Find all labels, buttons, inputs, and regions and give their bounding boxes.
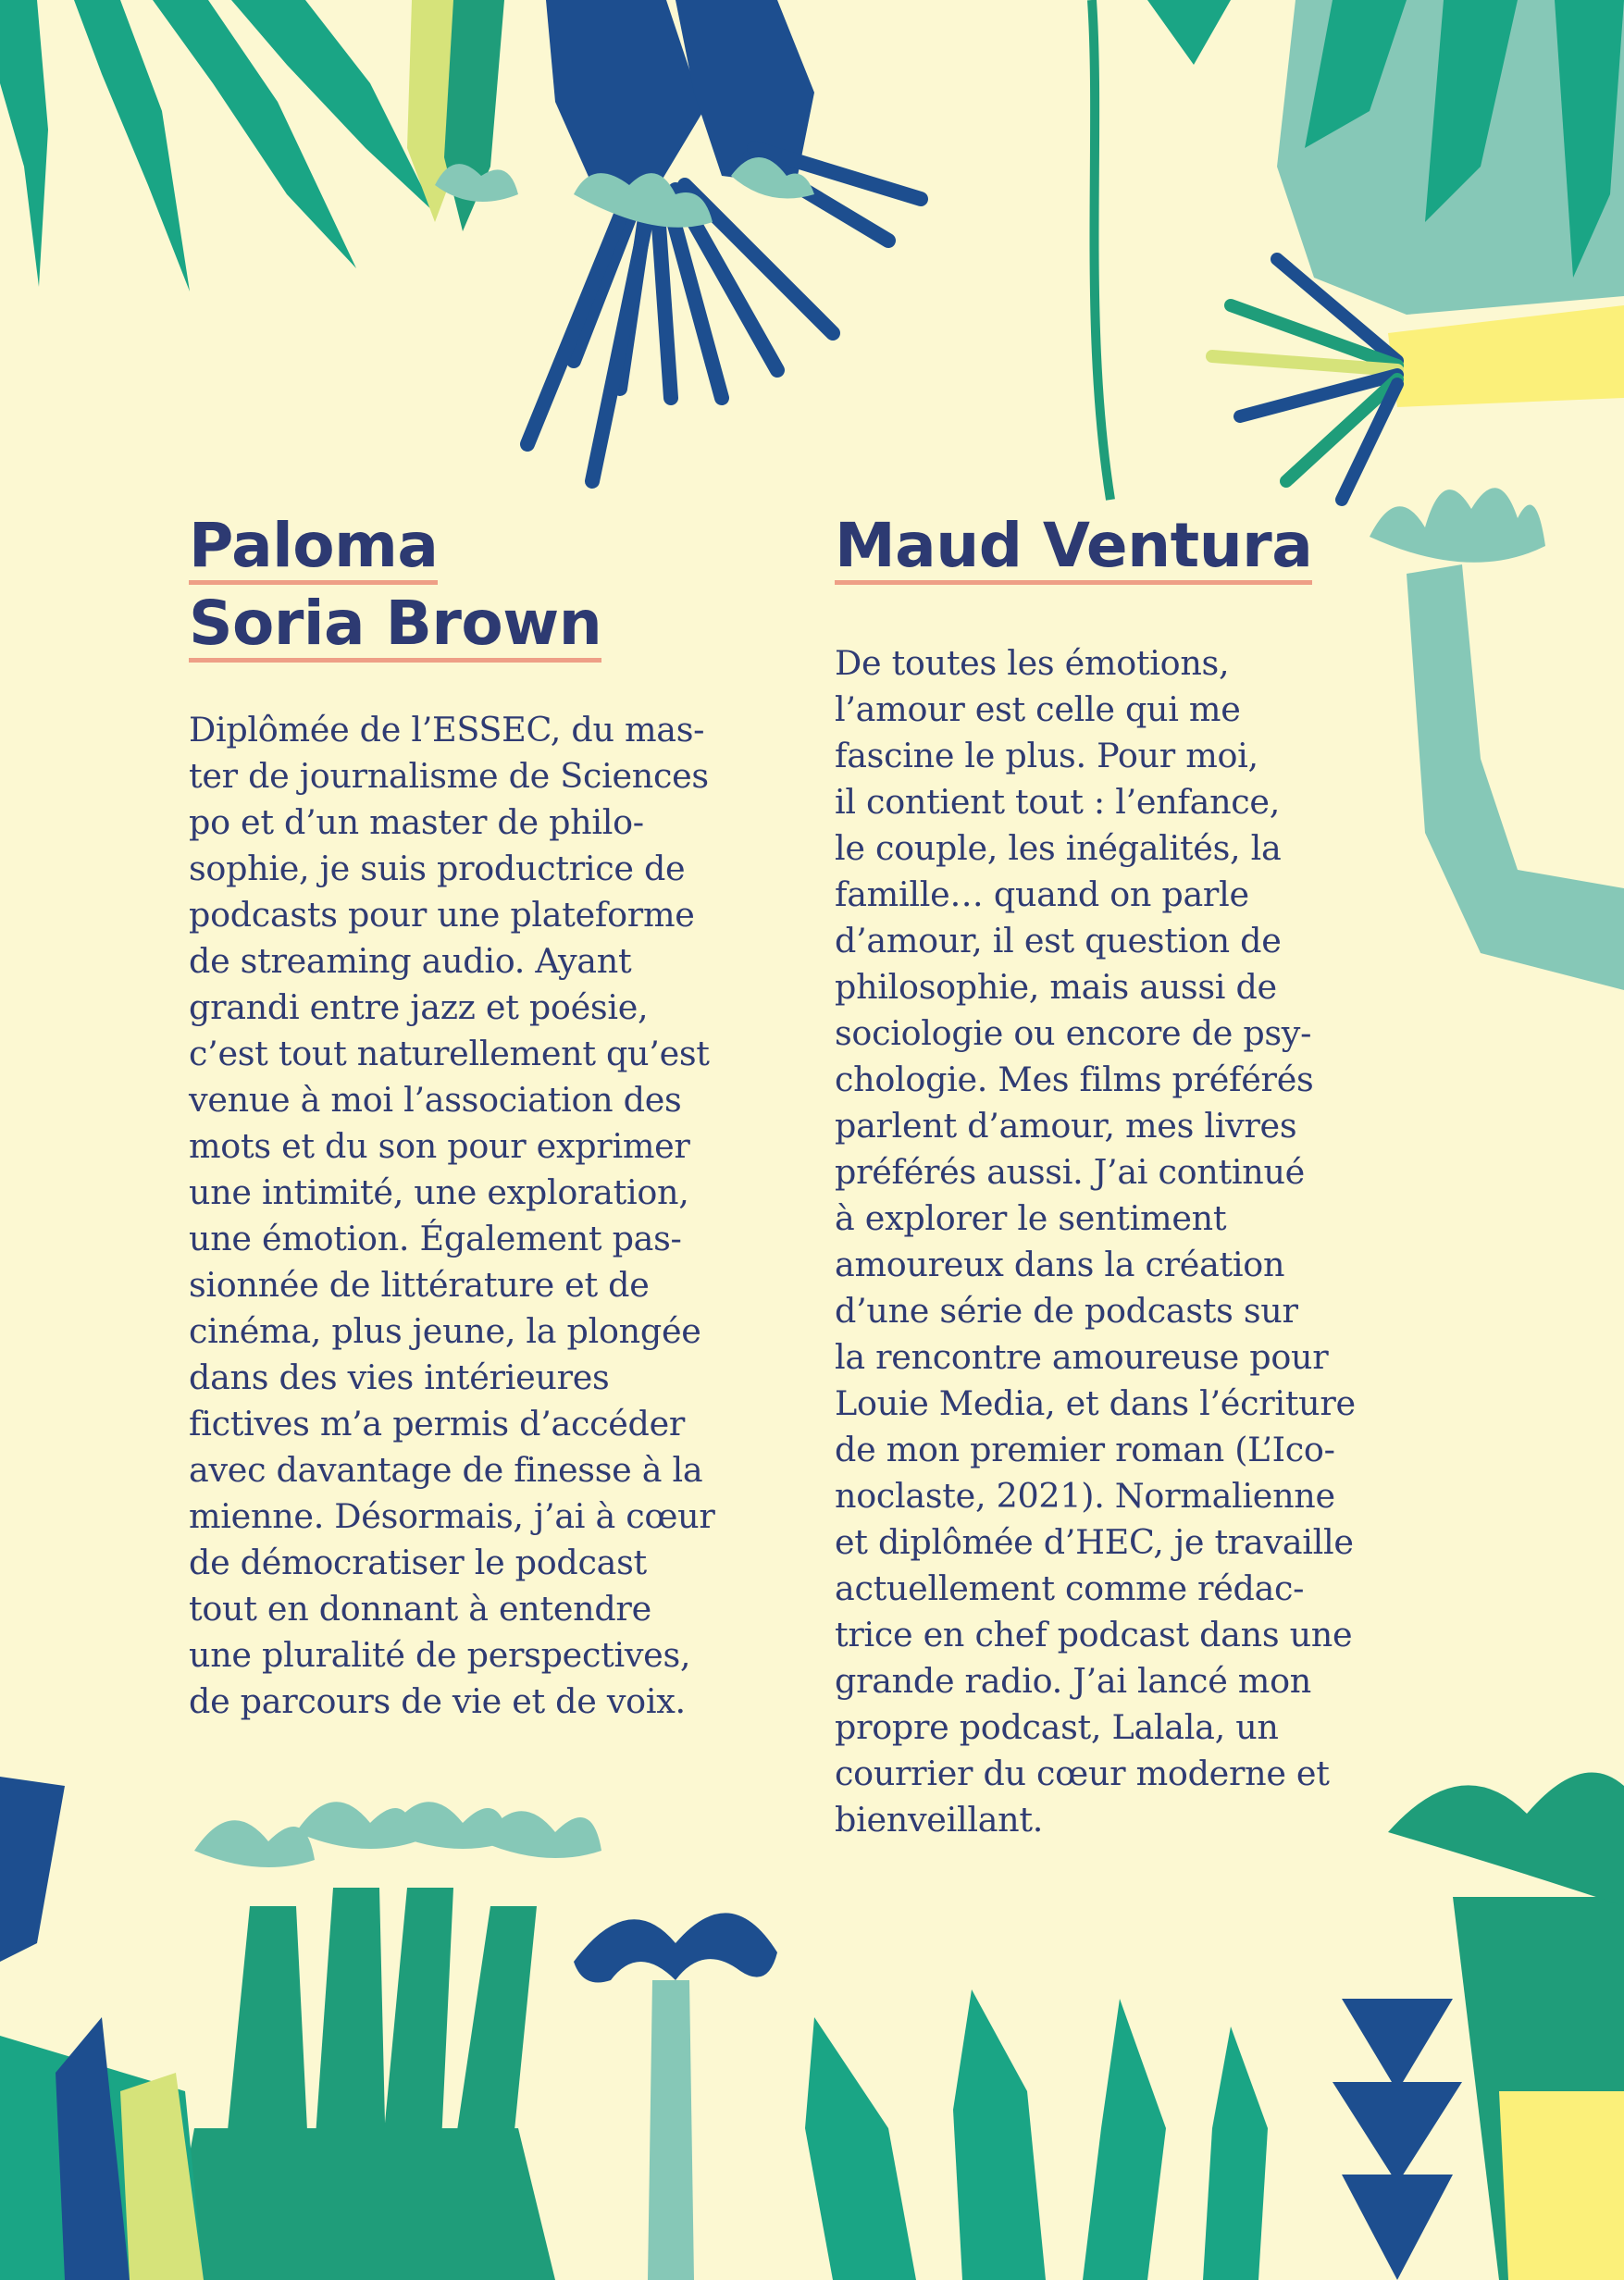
- right-profile-column: [835, 507, 1427, 1843]
- left-profile-bio: Diplômée de l’ESSEC, du mas- ter de journalisme de Sciences po et d’un master de philo- sophie, je suis productrice de podcasts pour une plateforme de streaming audio. Ayant grandi entre jazz et poésie, c’est tout naturellement qu’est venue à moi l’association des mots et du son pour exprimer une intimité, une exploration, une émotion. Également pas- sionnée de littérature et de cinéma, plus jeune, la plongée dans des vies intérieures fictives m’a permis d’accéder avec davantage de finesse à la mienne. Désormais, j’ai à cœur de démocratiser le podcast tout en donnant à entendre une pluralité de perspectives, de parcours de vie et de voix.: [189, 710, 715, 1721]
- left-profile-name: [189, 507, 781, 663]
- bottom-left-palms: [167, 1802, 601, 2280]
- top-left-leaves: [0, 0, 435, 291]
- vine-leaves: [1092, 0, 1110, 500]
- right-profile-name-text: Maud Ventura: [835, 514, 1312, 585]
- right-profile-name: [835, 507, 1427, 585]
- left-profile-name-line1: Paloma: [189, 514, 438, 585]
- left-profile-column: [189, 507, 781, 1725]
- left-profile-name-line2: Soria Brown: [189, 591, 601, 663]
- right-profile-bio: De toutes les émotions, l’amour est celle qui me fascine le plus. Pour moi, il contient tout : l’enfance, le couple, les inégalités, la famille… quand on parle d’amour, il est question de philosophie, mais aussi de sociologie ou encore de psy- chologie. Mes films préférés parlent d’amour, mes livres préférés aussi. J’ai continué à explorer le sentiment amoureux dans la création d’une série de podcasts sur la rencontre amoureuse pour Louie Media, et dans l’écriture de mon premier roman (L’Ico- noclaste, 2021). Normalienne et diplômée d’HEC, je travaille actuellement comme rédac- trice en chef podcast dans une grande radio. J’ai lancé mon propre podcast, Lalala, un courrier du cœur moderne et bienveillant.: [835, 643, 1356, 1840]
- small-palm: [574, 1913, 777, 2280]
- bottom-center-leaves: [805, 1989, 1268, 2280]
- blue-zigzag-stack: [1333, 1999, 1462, 2280]
- bottom-left-grasses: [0, 1777, 204, 2280]
